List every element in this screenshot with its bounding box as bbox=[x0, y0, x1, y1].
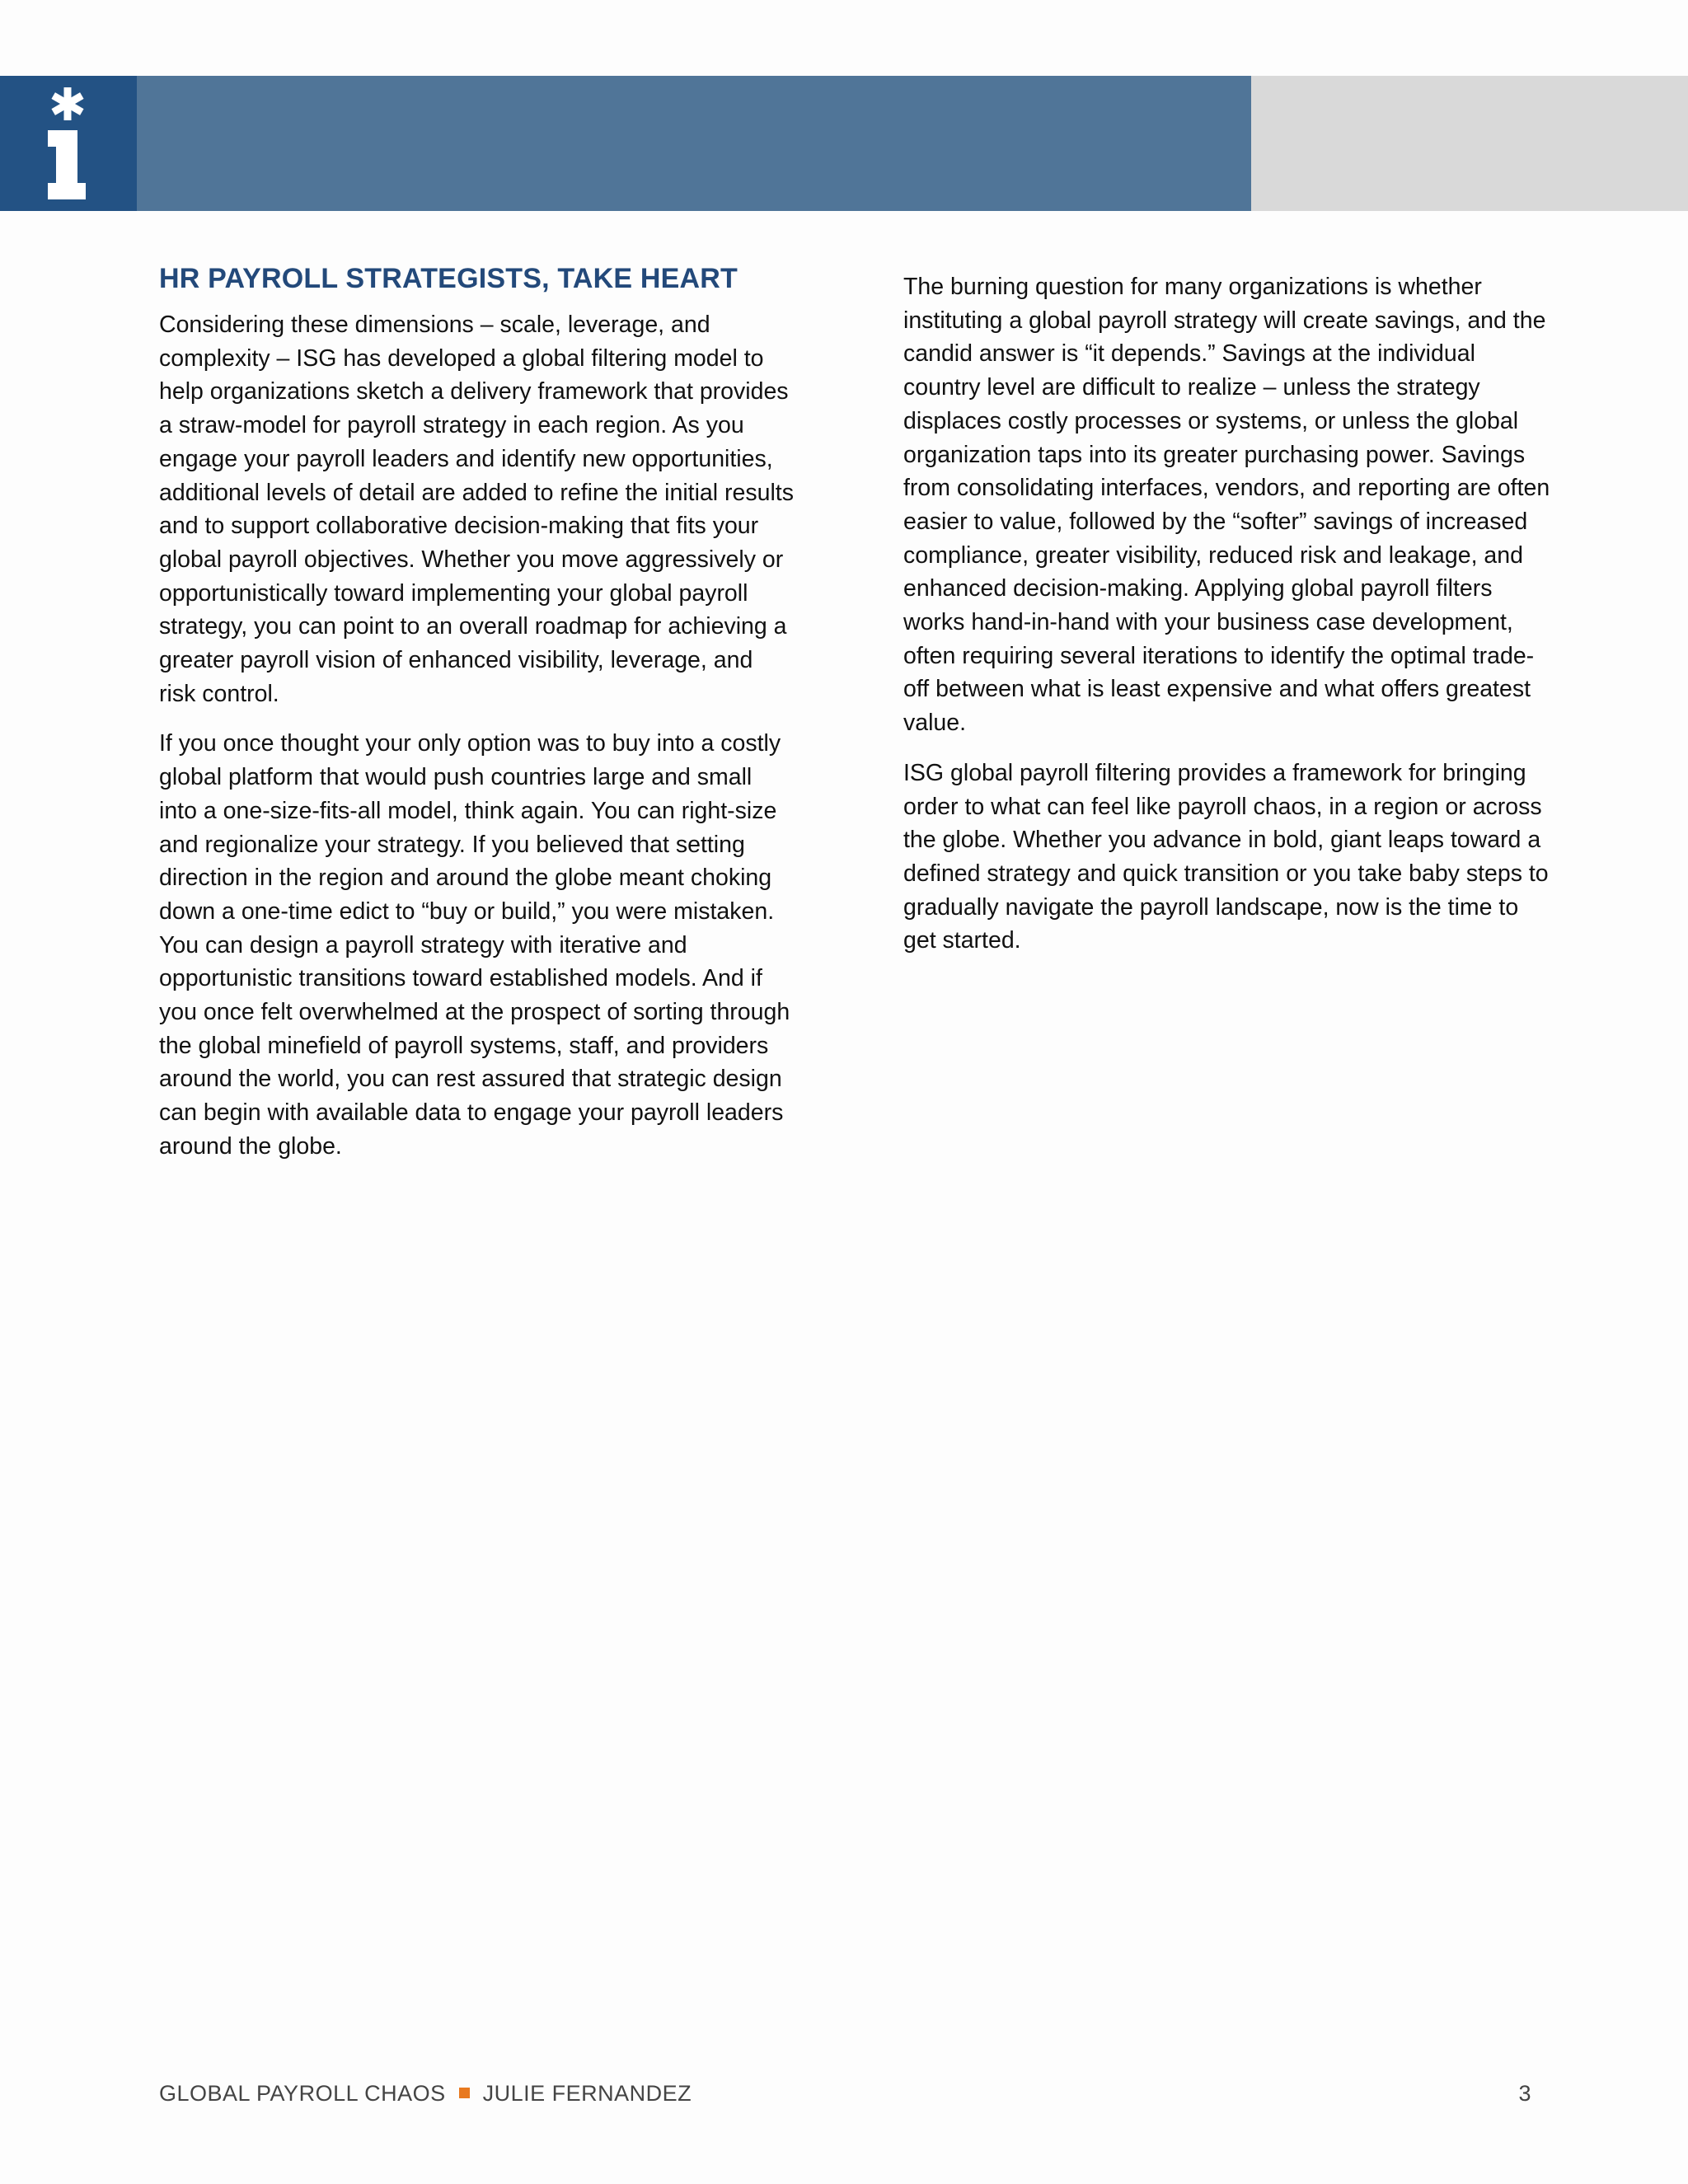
header-gray-bar bbox=[1251, 76, 1688, 211]
header-band bbox=[0, 76, 1688, 211]
footer-document-title: GLOBAL PAYROLL CHAOS bbox=[159, 2081, 446, 2106]
article-right-column bbox=[903, 270, 1554, 974]
body-paragraph: Considering these dimensions – scale, leverage, and complexity – ISG has developed a global filtering model to help organizations sketch a delivery framework that provides a straw-model for payroll strategy in each region. As you engage your payroll leaders and identify new opportunities, additional levels of detail are added to refine the initial results and to support collaborative decision-making that fits your global payroll objectives. Whether you move aggressively or opportunistically toward implementing your global payroll strategy, you can point to an overall roadmap for achieving a greater payroll vision of enhanced visibility, leverage, and risk control. bbox=[159, 312, 794, 707]
body-paragraph: The burning question for many organizations is whether instituting a global payroll strategy will create savings, and the candid answer is “it depends.” Savings at the individual country level are difficult to realize – unless the strategy displaces costly processes or systems, or unless the global organization taps into its greater purchasing power. Savings from consolidating interfaces, vendors, and reporting are often easier to value, followed by the “softer” savings of increased compliance, greater visibility, reduced risk and leakage, and enhanced decision-making. Applying global payroll filters works hand-in-hand with your business case development, often requiring several iterations to identify the optimal trade-off between what is least expensive and what offers greatest value. bbox=[903, 274, 1550, 737]
footer-separator-square-icon bbox=[459, 2088, 470, 2098]
footer-author: JULIE FERNANDEZ bbox=[482, 2081, 692, 2106]
isg-info-asterisk-logo-icon bbox=[0, 76, 137, 211]
logo-block bbox=[0, 76, 137, 211]
section-heading: HR PAYROLL STRATEGISTS, TAKE HEART bbox=[159, 263, 738, 294]
page-number: 3 bbox=[1518, 2081, 1531, 2106]
article-left-column bbox=[159, 260, 794, 1180]
page-footer bbox=[159, 2077, 1531, 2110]
body-paragraph: If you once thought your only option was to buy into a costly global platform that would push countries large and small into a one-size-fits-all model, think again. You can right-size and regionalize your strategy. If you believed that setting direction in the region and around the globe meant choking down a one-time edict to “buy or build,” you were mistaken. You can design a payroll strategy with iterative and opportunistic transitions toward established models. And if you once felt overwhelmed at the prospect of sorting through the global minefield of payroll systems, staff, and providers around the world, you can rest assured that strategic design can begin with available data to engage your payroll leaders around the globe. bbox=[159, 730, 790, 1160]
body-paragraph: ISG global payroll filtering provides a framework for bringing order to what can feel like payroll chaos, in a region or across the globe. Whether you advance in bold, giant leaps toward a defined strategy and quick transition or you take baby steps to gradually navigate the payroll landscape, now is the time to get started. bbox=[903, 759, 1549, 954]
footer-running-title bbox=[159, 2077, 692, 2110]
header-blue-bar bbox=[137, 76, 1251, 211]
